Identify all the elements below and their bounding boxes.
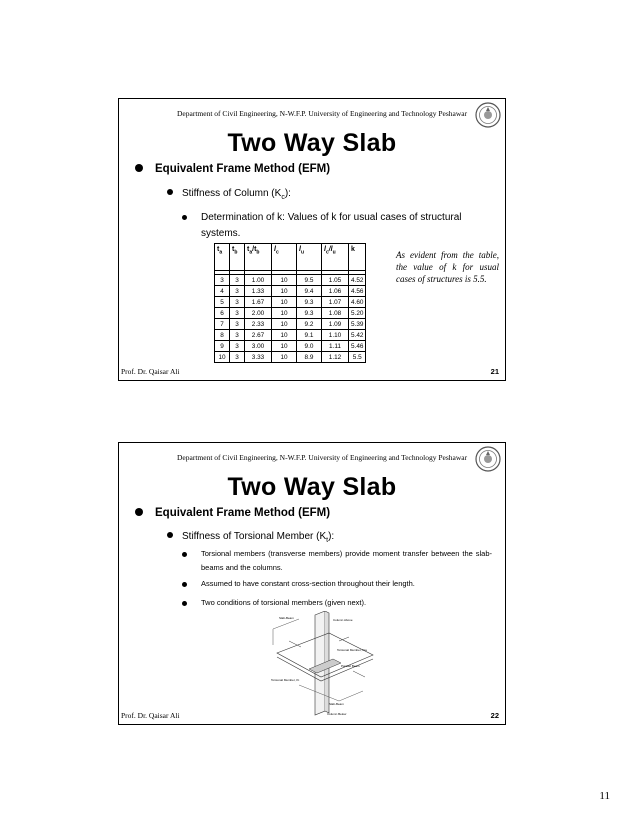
table-cell: 9.1 [297,330,322,341]
slide-22 [118,442,506,725]
table-cell: 8.9 [297,352,322,363]
table-cell: 5.20 [349,308,366,319]
table-cell: 9.4 [297,286,322,297]
bullet-level3: Assumed to have constant cross-section throughout their length. [182,577,492,591]
table-cell: 1.07 [322,297,349,308]
table-header-cell: $t_b$ [230,244,245,271]
table-row [215,286,366,297]
table-cell: 5 [215,297,230,308]
table-cell: 2.67 [245,330,272,341]
table-row [215,341,366,352]
table-cell: 5.5 [349,352,366,363]
table-row [215,297,366,308]
table-header-cell: $t_a/t_b$ [245,244,272,271]
bullet-dot-icon [182,552,187,557]
bullet-level1: Equivalent Frame Method (EFM) [135,163,330,175]
table-cell: 1.08 [322,308,349,319]
table-cell: 10 [272,308,297,319]
table-cell: 1.33 [245,286,272,297]
table-cell: 9.0 [297,341,322,352]
footer-author: Prof. Dr. Qaisar Ali [121,711,180,720]
bullet-level3: Determination of k: Values of k for usual cases of structural systems. [182,210,492,242]
table-cell: 3 [215,275,230,286]
k-values-table [214,243,366,363]
slide-number: 22 [490,711,499,720]
table-cell: 10 [272,286,297,297]
table-cell: 9.3 [297,297,322,308]
table-cell: 4.60 [349,297,366,308]
table-cell: 3 [230,308,245,319]
bullet-level1: Equivalent Frame Method (EFM) [135,507,330,519]
table-cell: 5.42 [349,330,366,341]
table-cell: 9.5 [297,275,322,286]
table-row [215,275,366,286]
university-seal-icon [475,446,501,472]
bullet-dot-icon [182,582,187,587]
bullet-dot-icon [167,189,173,195]
table-row [215,319,366,330]
bullet-dot-icon [182,215,187,220]
bullet-level3: Two conditions of torsional members (given next). [182,596,492,610]
slide-title: Two Way Slab [227,473,397,501]
table-cell: 7 [215,319,230,330]
department-header: Department of Civil Engineering, N-W.F.P. University of Engineering and Technology Peshawar [177,453,468,462]
table-cell: 3.33 [245,352,272,363]
table-cell: 10 [272,297,297,308]
table-cell: 1.11 [322,341,349,352]
table-cell: 5.39 [349,319,366,330]
table-header-cell: $l_c/l_u$ [322,244,349,271]
table-cell: 10 [215,352,230,363]
torsional-member-figure [269,611,379,717]
fig-label-torsional-ks: Torsional Member, Kta [337,648,367,652]
table-cell: 1.00 [245,275,272,286]
slide-title: Two Way Slab [227,129,397,157]
table-cell: 6 [215,308,230,319]
table-cell: 10 [272,275,297,286]
bullet-dot-icon [135,508,143,516]
table-cell: 3 [230,275,245,286]
table-header-cell: $t_a$ [215,244,230,271]
footer-author: Prof. Dr. Qaisar Ali [121,367,180,376]
table-cell: 2.00 [245,308,272,319]
page-number: 11 [599,790,610,802]
table-cell: 4.52 [349,275,366,286]
table-cell: 3 [230,297,245,308]
bullet-level2: Stiffness of Torsional Member $(K_t)$: [167,531,334,544]
table-cell: 3 [230,352,245,363]
table-header-cell: $l_u$ [297,244,322,271]
table-cell: 3 [230,319,245,330]
table-cell: 1.06 [322,286,349,297]
fig-label-slab-beam: Slab-Beam [279,616,294,620]
table-cell: 4.56 [349,286,366,297]
table-cell: 9.2 [297,319,322,330]
university-seal-icon [475,102,501,128]
table-row [215,308,366,319]
table-cell: 3.00 [245,341,272,352]
table-cell: 1.67 [245,297,272,308]
table-cell: 1.10 [322,330,349,341]
bullet-level3: Torsional members (transverse members) provide moment transfer between the slab-beams and the columns. [182,547,492,575]
slide-21 [118,98,506,381]
table-note: As evident from the table, the value of k for usual cases of structures is 5.5. [396,250,499,284]
table-cell: 9 [215,341,230,352]
fig-label-column-below: Column Below [327,712,347,716]
table-header-cell: k [349,244,366,271]
table-cell: 3 [230,341,245,352]
fig-label-column-above: Column Above [333,618,353,622]
table-cell: 1.12 [322,352,349,363]
department-header: Department of Civil Engineering, N-W.F.P. University of Engineering and Technology Peshawar [177,109,468,118]
fig-label-slab-beam-low: Slab-Beam [329,702,344,706]
table-cell: 10 [272,352,297,363]
table-header-cell: $l_c$ [272,244,297,271]
bullet-level2: Stiffness of Column $(K_c)$: [167,188,291,201]
table-row [215,330,366,341]
table-cell: 4 [215,286,230,297]
table-cell: 8 [215,330,230,341]
bullet-dot-icon [135,164,143,172]
bullet-dot-icon [182,601,187,606]
fig-label-parallel-beam: Parallel Beam [341,664,360,668]
table-cell: 10 [272,330,297,341]
table-cell: 1.05 [322,275,349,286]
table-cell: 10 [272,319,297,330]
table-row [215,352,366,363]
table-cell: 9.3 [297,308,322,319]
table-cell: 3 [230,330,245,341]
table-cell: 3 [230,286,245,297]
fig-label-torsional-kt: Torsional Member, Kt [271,678,300,682]
slide-number: 21 [490,367,499,376]
table-cell: 1.09 [322,319,349,330]
table-cell: 5.46 [349,341,366,352]
bullet-dot-icon [167,532,173,538]
table-cell: 10 [272,341,297,352]
table-cell: 2.33 [245,319,272,330]
